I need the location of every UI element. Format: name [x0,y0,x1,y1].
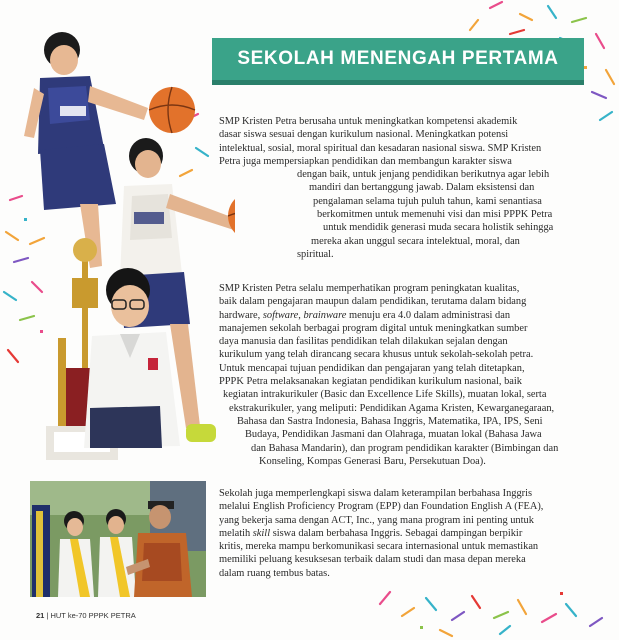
students-basketball-trophy-photo [20,28,235,468]
text-line: manajemen sekolah berbagai program digital untuk meningkatkan sumber [219,322,528,334]
text-line: mereka akan unggul secara intelektual, moral, dan [311,235,520,247]
text-line [219,309,609,322]
footer-separator: | [44,611,51,620]
text-run: hardware, [219,309,263,321]
emphasis-software: software [262,309,299,321]
footer-text: HUT ke-70 PPPK PETRA [50,611,136,620]
text-line: yang bekerja sama dengan ACT, Inc., yang mana program ini penting untuk [219,514,534,526]
text-run: melatih [219,527,253,539]
text-line: ekstrakurikuler, yang meliputi: Pendidikan Agama Kristen, Kewarganegaraan, [229,402,555,414]
text-run: siswa dalam berbahasa Inggris. Sebagai dampingan berpikir [270,527,523,539]
text-line: Untuk mencapai tujuan pendidikan dan pengajaran yang telah ditetapkan, [219,362,525,374]
text-line: dengan baik, untuk jenjang pendidikan berikutnya agar lebih [297,169,550,181]
emphasis-skill: skill [252,527,271,539]
page-footer [36,611,136,620]
emphasis-brainware: brainware [303,309,347,321]
text-line: SMP Kristen Petra berusaha untuk meningkatkan kompetensi akademik [219,116,518,127]
page-title: SEKOLAH MENENGAH PERTAMA [237,48,559,69]
paragraph-intro [219,115,609,261]
text-line: kritis, mereka mampu berkomunikasi secara internasional untuk memastikan [219,541,539,553]
text-line: melalui English Proficiency Program (EPP) dan Foundation English A (FEA), [219,501,544,513]
text-line: Sekolah juga memperlengkapi siswa dalam keterampilan berbahasa Inggris [219,488,533,499]
text-line: spiritual. [297,248,334,260]
text-line: untuk mendidik generasi muda secara holistik sehingga [323,222,554,234]
text-line: berkomitmen untuk memenuhi visi dan misi PPPK Petra [317,209,553,221]
text-line [219,527,609,540]
section-title-banner [212,38,584,83]
text-line: PPPK Petra melaksanakan kegiatan pendidikan kurikulum nasional, baik [219,376,522,388]
text-line: intelektual, sosial, moral spiritual dan kesadaran nasional siswa. SMP Kristen [219,142,542,154]
text-line: mandiri dan bertanggung jawab. Dalam eksistensi dan [309,182,535,194]
page-number: 21 [36,611,45,620]
paragraph-program-quality [219,282,609,468]
text-line: kegiatan intrakurikuler (Basic dan Excellence Life Skills), muatan lokal, serta [223,389,547,401]
text-line: dasar siswa sesuai dengan kurikulum nasional. Meningkatkan potensi [219,129,509,141]
text-line: Budaya, Pendidikan Jasmani dan Olahraga, muatan lokal (Bahasa Jawa [245,429,542,441]
text-line: memiliki peluang kesuksesan terbaik dalam studi dan masa depan mereka [219,554,526,566]
text-line: Konseling, Kompas Generasi Baru, Persekutuan Doa). [259,455,486,467]
text-line: dalam ruang tembus batas. [219,567,330,579]
text-line: pengalaman selama tujuh puluh tahun, kami senantiasa [313,195,542,207]
text-line: Petra juga mempersiapkan pendidikan dan membangun karakter siswa [219,155,512,167]
text-line: daya manusia dan fasilitas pendidikan telah dilakukan sejalan dengan [219,336,508,348]
text-run: , [298,309,304,321]
text-line: dan Bahasa Mandarin), dan program pendidikan karakter (Bimbingan dan [251,442,559,454]
text-line: SMP Kristen Petra selalu memperhatikan program peningkatan kualitas, [219,283,520,294]
text-run: menuju era 4.0 dalam administrasi dan [346,309,511,321]
text-line: kurikulum yang telah dirancang secara khusus untuk sekolah-sekolah petra. [219,349,534,361]
graduation-ceremony-photo [30,481,206,597]
text-line: baik dalam pengajaran maupun dalam pendidikan, terutama dalam bidang [219,296,527,308]
paragraph-english-program [219,487,609,580]
text-line: Bahasa dan Sastra Indonesia, Bahasa Inggris, Matematika, IPA, IPS, Seni [237,415,543,427]
